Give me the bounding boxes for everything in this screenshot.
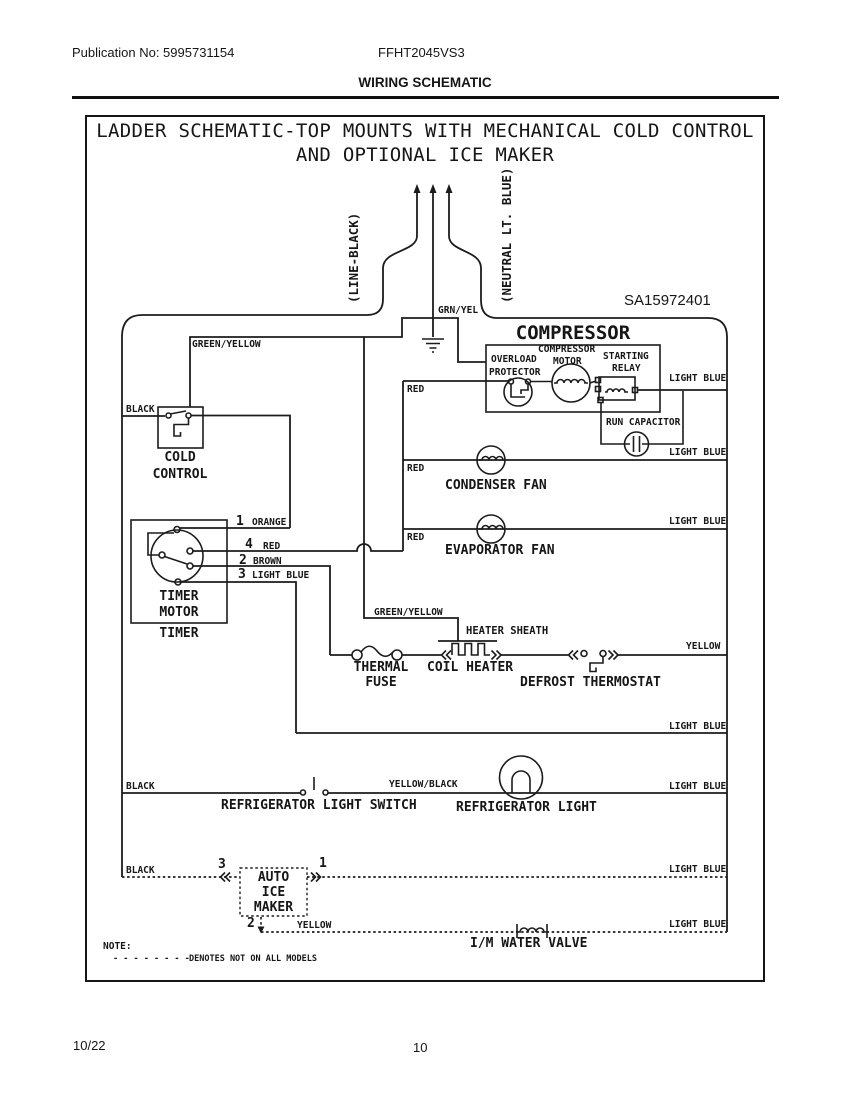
red-label: RED — [407, 384, 425, 395]
coil-heater-icon — [452, 644, 490, 656]
timer-motor-label: TIMER — [159, 589, 199, 604]
light-blue-label: LIGHT BLUE — [669, 781, 727, 792]
yellow-label: YELLOW — [686, 641, 721, 652]
brown-label: BROWN — [253, 556, 282, 567]
light-blue-label: LIGHT BLUE — [252, 570, 310, 581]
part-number: SA15972401 — [624, 292, 711, 309]
starting-relay-label: STARTING — [603, 351, 649, 362]
terminal-4-label: 4 — [245, 537, 253, 552]
compressor-motor-label: MOTOR — [553, 356, 582, 367]
ground-symbol — [422, 339, 444, 352]
light-blue-label: LIGHT BLUE — [669, 864, 727, 875]
thermal-fuse-label: FUSE — [365, 675, 397, 690]
heater-sheath-label: HEATER SHEATH — [466, 625, 549, 637]
starting-relay-label: RELAY — [612, 363, 641, 374]
green-yellow-label: GREEN/YELLOW — [192, 339, 261, 350]
ice-terminal-3-label: 3 — [218, 857, 226, 872]
line-black-label: (LINE-BLACK) — [346, 212, 361, 303]
footer-date: 10/22 — [73, 1038, 106, 1053]
note-text: DENOTES NOT ON ALL MODELS — [189, 954, 317, 964]
auto-ice-maker-label: MAKER — [253, 900, 294, 915]
page-title: WIRING SCHEMATIC — [358, 75, 492, 90]
light-blue-label: LIGHT BLUE — [669, 447, 727, 458]
ice-terminal-1-label: 1 — [319, 856, 327, 871]
evaporator-fan-label: EVAPORATOR FAN — [445, 543, 555, 558]
timer-motor-label: MOTOR — [159, 605, 199, 620]
terminal-2-label: 2 — [239, 553, 247, 568]
red-label: RED — [407, 532, 425, 543]
note-dashes: - - - - - - - - — [113, 954, 190, 964]
light-blue-label: LIGHT BLUE — [669, 721, 727, 732]
publication-number: Publication No: 5995731154 — [72, 45, 235, 60]
light-switch-icon — [301, 790, 306, 795]
condenser-fan-label: CONDENSER FAN — [445, 478, 547, 493]
defrost-thermostat-icon — [581, 651, 587, 657]
auto-ice-maker-label: ICE — [261, 885, 286, 900]
refrigerator-light-circuit — [122, 756, 727, 799]
red-label: RED — [263, 541, 281, 552]
cold-control-label: CONTROL — [152, 467, 208, 482]
green-yellow-label: GREEN/YELLOW — [374, 607, 443, 618]
overload-protector-label: PROTECTOR — [489, 367, 541, 378]
line-black-wire — [122, 191, 417, 877]
yellow-label: YELLOW — [297, 920, 332, 931]
cold-control-label: COLD — [164, 450, 196, 465]
overload-protector-label: OVERLOAD — [491, 354, 537, 365]
ice-terminal-2-label: 2 — [247, 916, 255, 931]
black-label: BLACK — [126, 865, 155, 876]
refrigerator-light-switch-label: REFRIGERATOR LIGHT SWITCH — [221, 798, 417, 813]
defrost-thermostat-label: DEFROST THERMOSTAT — [520, 675, 661, 690]
thermal-fuse-label: THERMAL — [353, 660, 409, 675]
compressor-motor-label: COMPRESSOR — [538, 344, 596, 355]
refrigerator-light-label: REFRIGERATOR LIGHT — [456, 800, 597, 815]
timer4-red-wire — [192, 544, 403, 551]
grn-yel-label: GRN/YEL — [438, 305, 479, 316]
light-blue-label: LIGHT BLUE — [669, 516, 727, 527]
timer-label: TIMER — [159, 626, 199, 641]
run-capacitor-label: RUN CAPACITOR — [606, 417, 681, 428]
ice-maker-circuit — [122, 868, 727, 938]
black-label: BLACK — [126, 781, 155, 792]
light-blue-label: LIGHT BLUE — [669, 373, 727, 384]
black-label: BLACK — [126, 404, 155, 415]
yellow-black-label: YELLOW/BLACK — [389, 779, 458, 790]
terminal-1-label: 1 — [236, 514, 244, 529]
diagram-title-line2: AND OPTIONAL ICE MAKER — [295, 144, 555, 166]
compressor-label: COMPRESSOR — [515, 322, 631, 344]
water-valve-label: I/M WATER VALVE — [470, 936, 588, 951]
orange-label: ORANGE — [252, 517, 287, 528]
auto-ice-maker-label: AUTO — [257, 870, 290, 885]
red-label: RED — [407, 463, 425, 474]
coil-heater-label: COIL HEATER — [427, 660, 514, 675]
footer-page-number: 10 — [413, 1040, 428, 1055]
diagram-title-line1: LADDER SCHEMATIC-TOP MOUNTS WITH MECHANICAL COLD CONTROL — [96, 120, 754, 142]
model-number: FFHT2045VS3 — [378, 45, 465, 60]
terminal-3-label: 3 — [238, 567, 246, 582]
note-label: NOTE: — [103, 941, 132, 952]
neutral-label: (NEUTRAL LT. BLUE) — [499, 167, 514, 303]
light-blue-label: LIGHT BLUE — [669, 919, 727, 930]
